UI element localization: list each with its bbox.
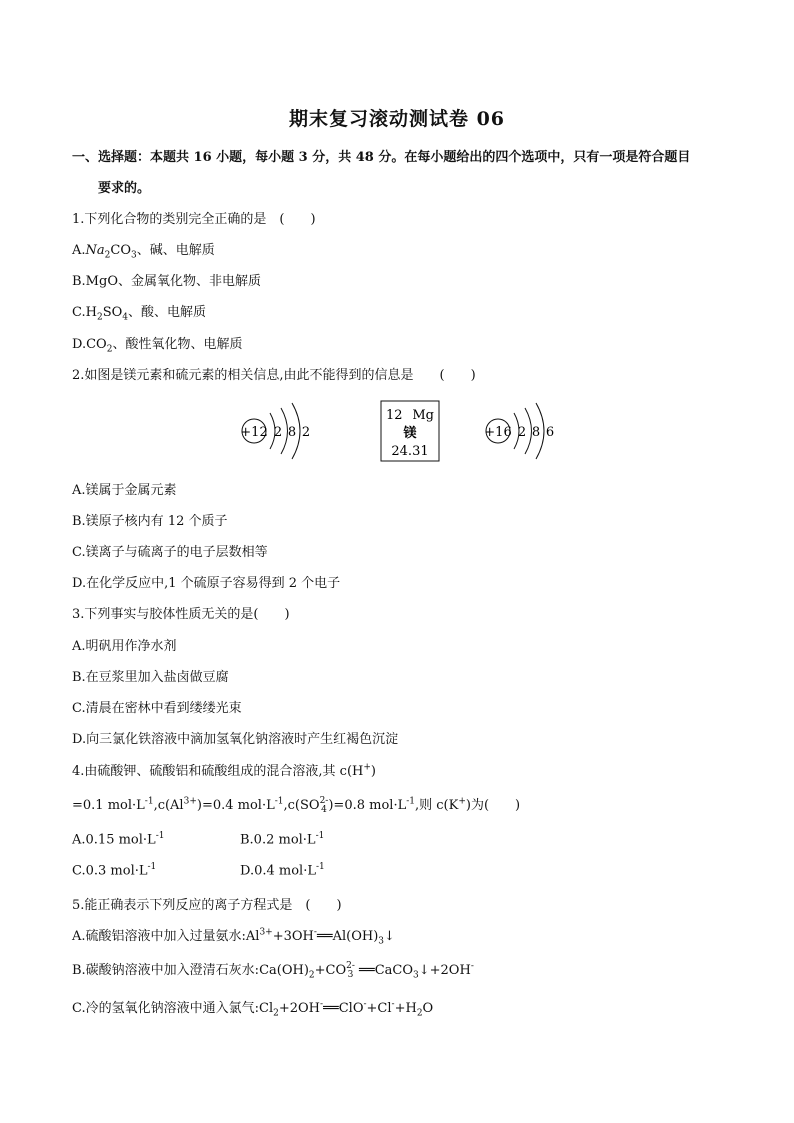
atom-structure-diagram (234, 395, 574, 467)
q3-option-b: B.在豆浆里加入盐卤做豆腐 (72, 670, 229, 685)
q4-option-d: D.0.4 $mol\cdot L^{-1}$ (240, 862, 325, 879)
page-title: 期末复习滚动测试卷 06 (288, 108, 506, 130)
element-number: 12 (386, 408, 403, 423)
q4-option-c: C.0.3 $mol\cdot L^{-1}$ (72, 862, 157, 879)
q1-option-c: $C.H_2SO_4$、酸、电解质 (72, 305, 207, 323)
q4-stem-line2: =0.1 $mol\cdot L^{-1},c(Al^{3+})=0.4$ $mol\cdot L^{-1},c(SO$ 2- 4 )=0.8 $mol\cdot L^{-1}$,则 c(K+)为( ) (72, 795, 521, 815)
q1-option-a: $A.Na_2CO_3$、碱、电解质 (72, 243, 215, 261)
q3-option-c: C.清晨在密林中看到缕缕光束 (72, 701, 242, 716)
q5-option-c: C.冷的氢氧化钠溶液中通入氯气$:Cl_2+2OH^-══ClO^-+Cl^-+H_2O$ (72, 999, 434, 1019)
q3-option-a: A.明矾用作净水剂 (72, 639, 177, 654)
q5-option-a: A.硫酸铝溶液中加入过量氨水$:Al^{3+}+3OH^-══Al(OH)_3↓$ (72, 927, 395, 947)
mg-nucleus-label: +12 (240, 425, 268, 440)
q2-option-a: A.镁属于金属元素 (72, 483, 177, 498)
q4-stem-line1: 4.由硫酸钾、硫酸铝和硫酸组成的混合溶液,其 c(H+) (72, 762, 376, 779)
mg-element-box (381, 401, 439, 461)
s-shell-count-2: 8 (531, 425, 541, 440)
section-instructions-line1: 一、选择题：本题共 16 小题，每小题 3 分，共 48 分。在每小题给出的四个选项中，只有一项是符合题目 (72, 150, 691, 165)
s-shell-count-1: 2 (517, 425, 527, 440)
s-shell-count-3: 6 (545, 425, 555, 440)
q1-option-d: $D.CO_2$、酸性氧化物、电解质 (72, 337, 243, 355)
q2-option-d: D.在化学反应中,1 个硫原子容易得到 2 个电子 (72, 576, 341, 591)
mg-shell-count-1: 2 (273, 425, 283, 440)
mg-atom-diagram (240, 403, 310, 459)
q4-option-b: B.0.2 $mol\cdot L^{-1}$ (240, 831, 325, 848)
q2-stem: 2.如图是镁元素和硫元素的相关信息,由此不能得到的信息是 ( ) (72, 368, 476, 383)
q1-option-b: B.MgO、金属氧化物、非电解质 (72, 274, 261, 289)
mg-shell-count-3: 2 (301, 425, 311, 440)
q4-option-a: A.0.15 $mol\cdot L^{-1}$ (72, 831, 165, 848)
section-instructions-line2: 要求的。 (98, 181, 151, 196)
s-atom-diagram (484, 403, 554, 459)
element-name: 镁 (403, 426, 417, 441)
q5-stem: 5.能正确表示下列反应的离子方程式是 ( ) (72, 898, 342, 913)
mg-shell-count-2: 8 (287, 425, 297, 440)
q2-option-b: B.镁原子核内有 12 个质子 (72, 514, 228, 529)
q1-stem: 1.下列化合物的类别完全正确的是 ( ) (72, 212, 316, 227)
element-mass: 24.31 (391, 444, 429, 459)
q5-option-b: B.碳酸钠溶液中加入澄清石灰水$:Ca(OH)_2+CO$ 2- 3 ══CaCO$_3$↓+2OH- (72, 960, 474, 981)
q3-stem: 3.下列事实与胶体性质无关的是( ) (72, 607, 290, 622)
q2-option-c: C.镁离子与硫离子的电子层数相等 (72, 545, 268, 560)
q3-option-d: D.向三氯化铁溶液中滴加氢氧化钠溶液时产生红褐色沉淀 (72, 732, 399, 747)
element-symbol: Mg (412, 408, 434, 423)
s-nucleus-label: +16 (484, 425, 512, 440)
